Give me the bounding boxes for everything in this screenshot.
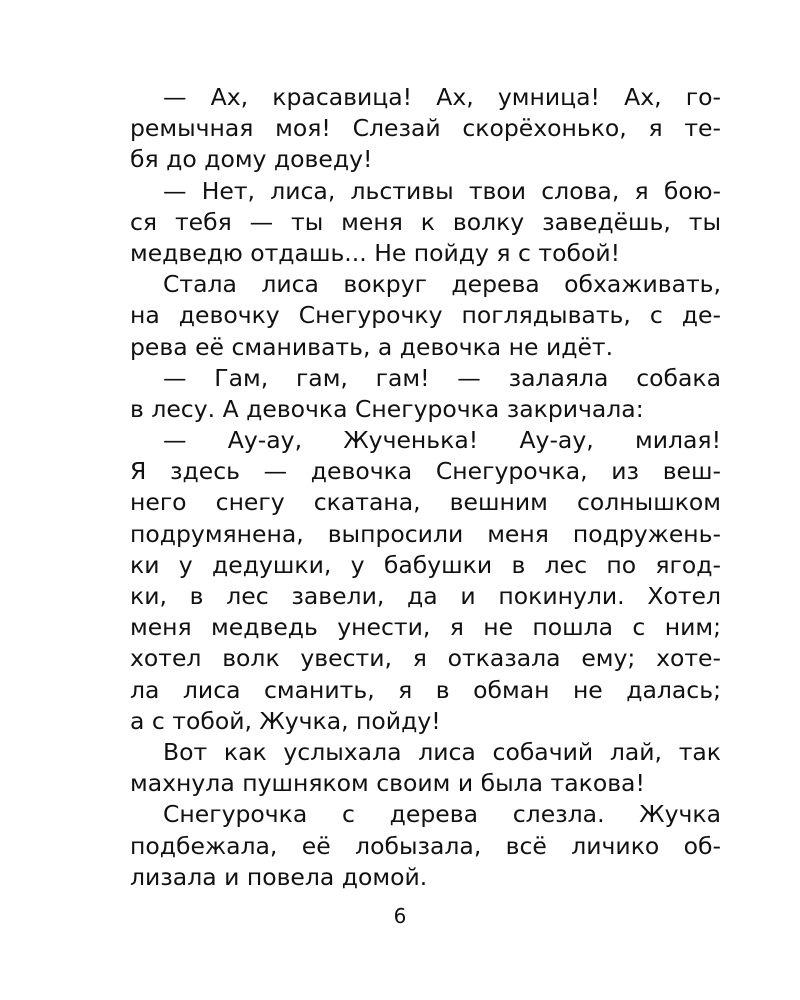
body-text [130, 82, 721, 893]
text-line: Снегурочка с дерева слезла. Жучка [163, 800, 721, 829]
text-line: ремычная моя! Слезай скорёхонько, я те- [130, 114, 721, 143]
text-line: махнула пушняком своим и была такова! [130, 769, 645, 798]
text-line: — Ау-ау, Жученька! Ау-ау, милая! [163, 426, 721, 455]
text-line: медведю отдашь... Не пойду я с тобой! [130, 238, 621, 267]
text-line: а с тобой, Жучка, пойду! [130, 706, 441, 735]
text-line: — Гам, гам, гам! — залаяла собака [163, 363, 721, 392]
text-line: — Нет, лиса, льстивы твои слова, я бою- [163, 176, 721, 205]
text-line: ла лиса сманить, я в обман не далась; [130, 675, 721, 704]
text-line: подбежала, её лобызала, всё личико об- [130, 831, 721, 860]
text-line: Я здесь — девочка Снегурочка, из веш- [130, 457, 721, 486]
text-line: рева её сманивать, а девочка не идёт. [130, 332, 614, 361]
text-line: Стала лиса вокруг дерева обхаживать, [163, 270, 721, 299]
text-line: — Ах, красавица! Ах, умница! Ах, го- [163, 83, 721, 111]
text-line: ки, в лес завели, да и покинули. Хотел [130, 582, 721, 610]
text-line: него снегу скатана, вешним солнышком [130, 488, 721, 517]
text-line: ки у дедушки, у бабушки в лес по ягод- [130, 550, 721, 579]
text-line: в лесу. А девочка Снегурочка закричала: [130, 394, 644, 423]
text-line: на девочку Снегурочку поглядывать, с де- [130, 301, 721, 330]
text-line: меня медведь унести, я не пошла с ним; [130, 613, 721, 642]
text-line: хотел волк увести, я отказала ему; хоте- [130, 644, 721, 673]
text-line: Вот как услыхала лиса собачий лай, так [163, 737, 721, 766]
text-line: лизала и повела домой. [130, 862, 428, 891]
text-line: ся тебя — ты меня к волку заведёшь, ты [130, 207, 721, 236]
page-number: 6 [393, 904, 407, 928]
text-line: подрумянена, выпросили меня подружень- [130, 519, 721, 548]
text-line: бя до дому доведу! [130, 145, 373, 174]
